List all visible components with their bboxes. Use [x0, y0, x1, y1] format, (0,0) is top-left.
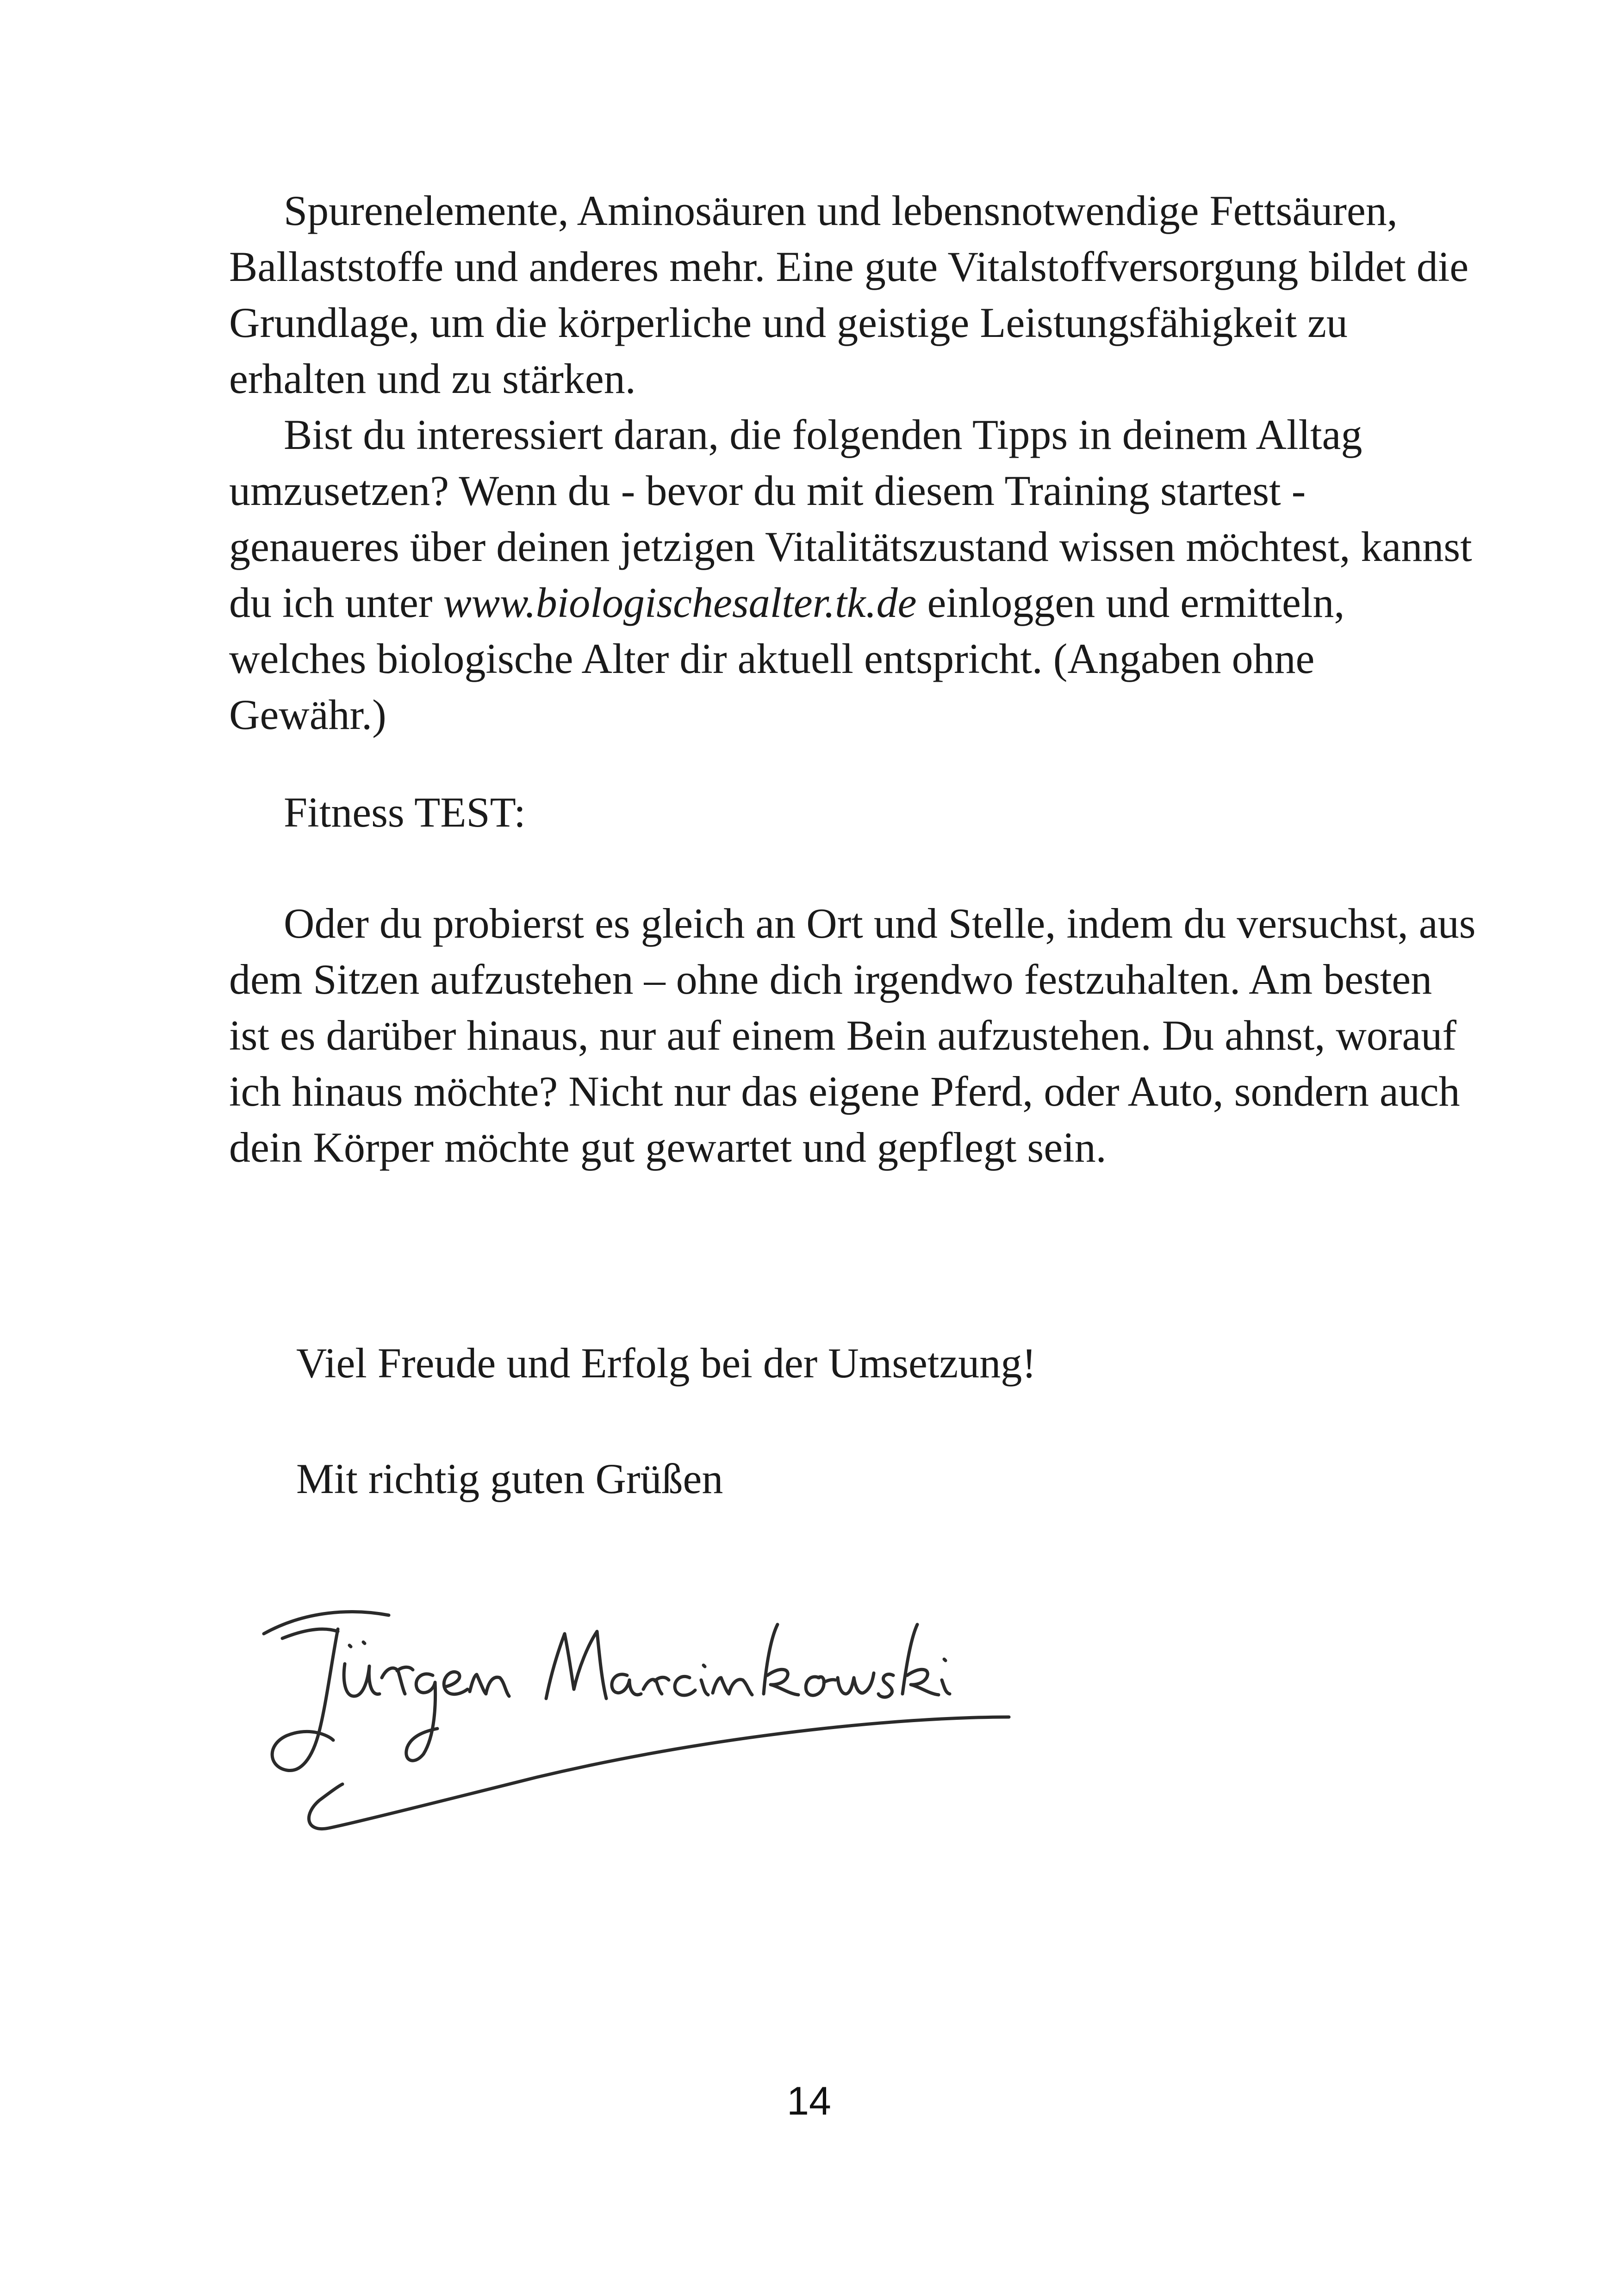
paragraph-vitalstoffe: Spurenelemente, Aminosäuren und lebensnotwendige Fettsäuren, Ballaststoffe und anderes mehr. Eine gute Vitalstoffversorgung bildet die Grundlage, um die körperliche und geistige Leistungsfähigkeit zu erhalten und zu stärken.	[229, 187, 1469, 402]
website-link[interactable]: www.biologischesalter.tk.de	[443, 579, 917, 626]
signature-strokes	[264, 1612, 1009, 1829]
body-text	[229, 183, 1479, 743]
paragraph-interest-text-start: Bist du interessiert daran, die folgenden Tipps in deinem Alltag umzusetzen? Wenn du - bevor du mit diesem Training startest - genaueres über deinen jetzigen Vitalitätszustand wissen möchtest, kannst du ich unter	[229, 411, 1472, 626]
fitness-test-section	[229, 784, 1479, 840]
fitness-test-body	[229, 896, 1479, 1176]
fitness-test-heading: Fitness TEST:	[284, 789, 526, 836]
paragraph-interest-text-end: einloggen und ermitteln, welches biologische Alter dir aktuell entspricht. (Angaben ohne Gewähr.)	[229, 579, 1345, 738]
page-number: 14	[787, 2079, 831, 2123]
paragraph-standing-test: Oder du probierst es gleich an Ort und Stelle, indem du versuchst, aus dem Sitzen aufzustehen – ohne dich irgendwo festzuhalten. Am besten ist es darüber hinaus, nur auf einem Bein aufzustehen. Du ahnst, worauf ich hinaus möchte? Nicht nur das eigene Pferd, oder Auto, sondern auch dein Körper möchte gut gewartet und gepflegt sein.	[229, 900, 1476, 1171]
closing-wish: Viel Freude und Erfolg bei der Umsetzung!	[296, 1339, 1036, 1387]
paragraph-interest	[229, 407, 1479, 743]
handwritten-signature	[250, 1583, 1064, 1879]
closing-greeting: Mit richtig guten Grüßen	[296, 1455, 723, 1502]
